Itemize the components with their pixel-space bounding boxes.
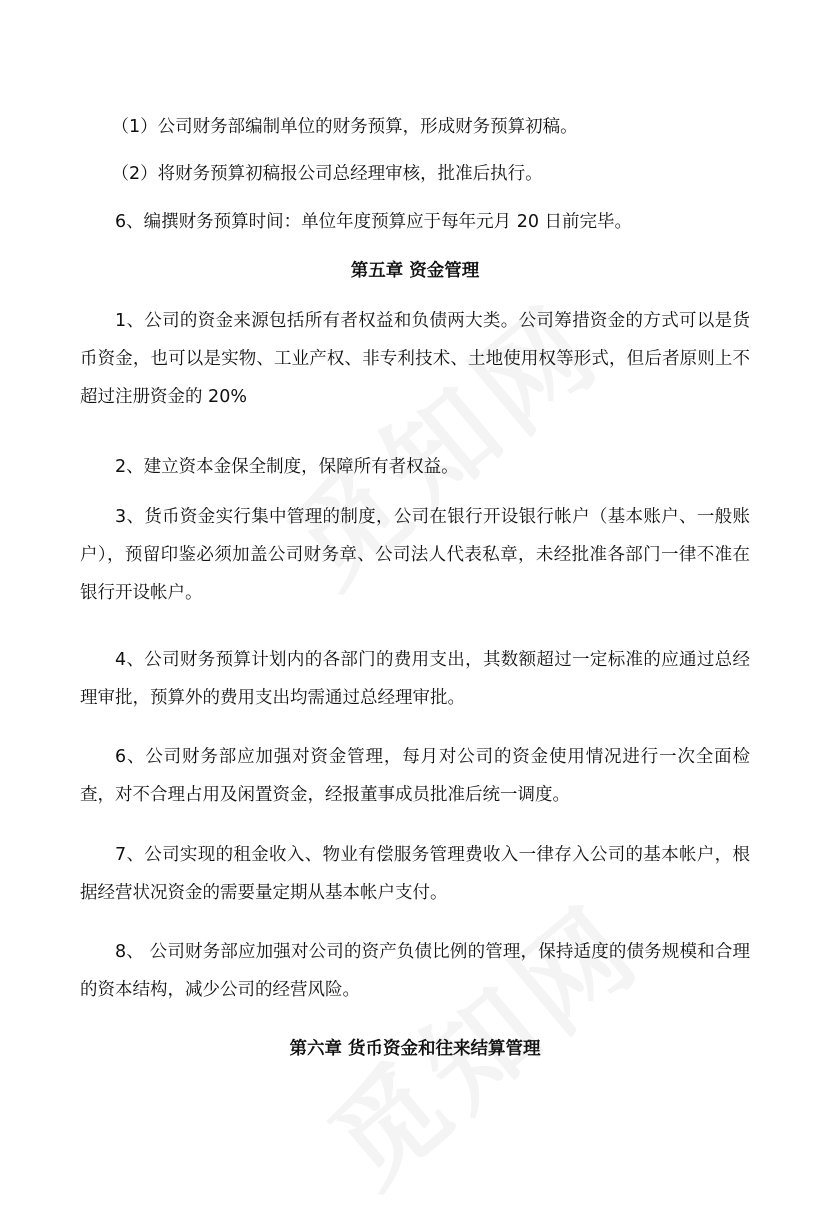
paragraph-centralized-management: 3、货币资金实行集中管理的制度，公司在银行开设银行帐户（基本账户、一般账户），预留印鉴必须加盖公司财务章、公司法人代表私章，未经批准各部门一律不准在银行开设帐户。 [80,507,750,603]
paragraph-capital-sources: 1、公司的资金来源包括所有者权益和负债两大类。公司筹措资金的方式可以是货币资金，也可以是实物、工业产权、非专利技术、土地使用权等形式，但后者原则上不超过注册资金的 20% [80,311,750,407]
chapter-5-heading: 第五章 资金管理 [350,261,480,281]
paragraph-debt-ratio: 8、 公司财务部应加强对公司的资产负债比例的管理，保持适度的债务规模和合理的资本结构，减少公司的经营风险。 [80,942,750,1000]
paragraph-budget-step-1: （1）公司财务部编制单位的财务预算，形成财务预算初稿。 [111,117,578,137]
paragraph-monthly-inspection: 6、公司财务部应加强对资金管理，每月对公司的资金使用情况进行一次全面检查，对不合理占用及闲置资金，经报董事成员批准后统一调度。 [80,747,750,805]
paragraph-budget-step-2: （2）将财务预算初稿报公司总经理审核，批准后执行。 [111,164,543,184]
paragraph-budget-time: 6、编撰财务预算时间：单位年度预算应于每年元月 20 日前完毕。 [115,212,633,232]
paragraph-expense-approval: 4、公司财务预算计划内的各部门的费用支出，其数额超过一定标准的应通过总经理审批，预算外的费用支出均需通过总经理审批。 [80,650,750,708]
chapter-6-heading: 第六章 货币资金和往来结算管理 [289,1039,541,1059]
paragraph-capital-preservation: 2、建立资本金保全制度，保障所有者权益。 [115,457,459,477]
paragraph-rental-income: 7、公司实现的租金收入、物业有偿服务管理费收入一律存入公司的基本帐户，根据经营状况资金的需要量定期从基本帐户支付。 [80,845,750,903]
